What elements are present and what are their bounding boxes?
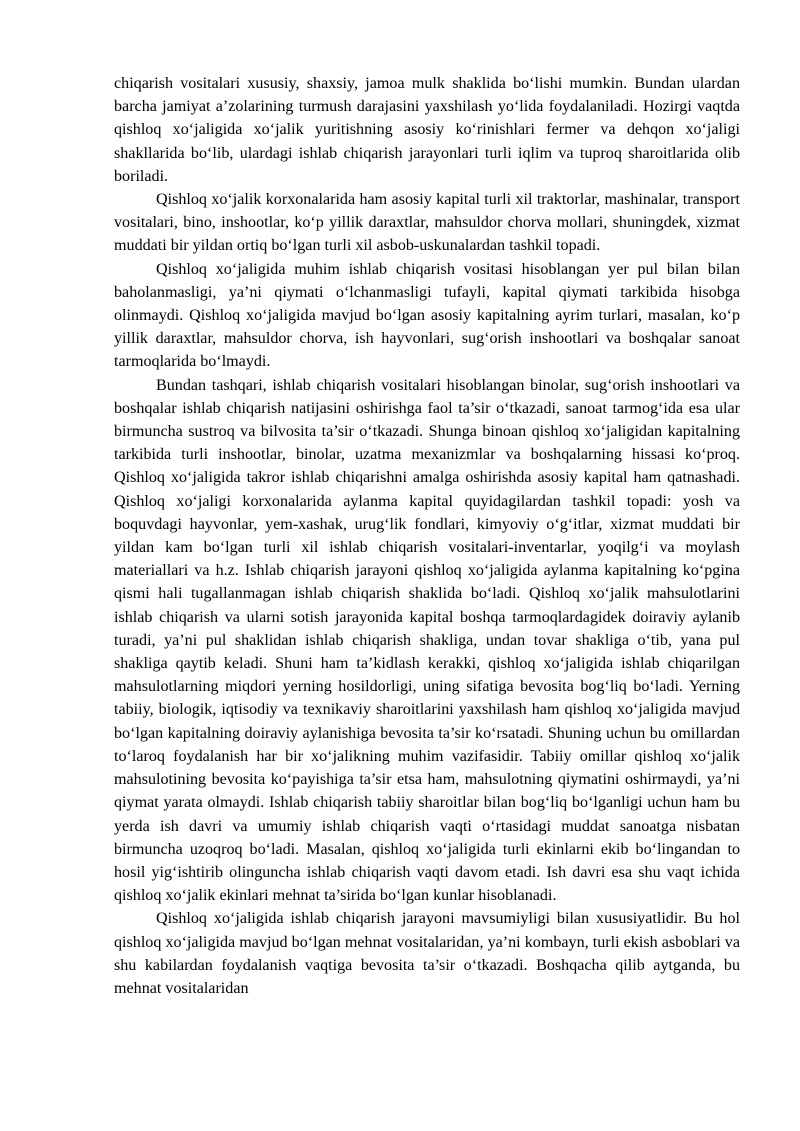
paragraph-2: Qishloq xo‘jalik korxonalarida ham asosiy kapital turli xil traktorlar, mashinalar, transport vositalari, bino, inshootlar, ko‘p yillik daraxtlar, mahsuldor chorva mollari, shuningdek, xizmat muddati bir yildan ortiq bo‘lgan turli xil asbob-uskunalardan tashkil topadi. [114, 191, 740, 255]
paragraph-4: Bundan tashqari, ishlab chiqarish vositalari hisoblangan binolar, sug‘orish inshootlari va boshqalar ishlab chiqarish natijasini oshirishga faol ta’sir o‘tkazadi, sanoat tarmog‘ida esa ular birmuncha sustroq va bilvosita ta’sir o‘tkazadi. Shunga binoan qishloq xo‘jaligidan kapitalning tarkibida turli inshootlar, binolar, uzatma mexanizmlar va boshqalarning hissasi ko‘proq. Qishloq xo‘jaligida takror ishlab chiqarishni amalga oshirishda asosiy kapital ham qatnashadi. Qishloq xo‘jaligi korxonalarida aylanma kapital quyidagilardan tashkil topadi: yosh va boquvdagi hayvonlar, yem-xashak, urug‘lik fondlari, kimyoviy o‘g‘itlar, xizmat muddati bir yildan kam bo‘lgan turli xil ishlab chiqarish vositalari-inventarlar, yoqilg‘i va moylash materiallari va h.z. Ishlab chiqarish jarayoni qishloq xo‘jaligida aylanma kapitalning ko‘pgina qismi hali tugallanmagan ishlab chiqarish shaklida bo‘ladi. Qishloq xo‘jalik mahsulotlarini ishlab chiqarish va ularni sotish jarayonida kapital boshqa tarmoqlardagidek doiraviy aylanib turadi, ya’ni pul shaklidan ishlab chiqarish shakliga, undan tovar shakliga o‘tib, yana pul shakliga qaytib keladi. Shuni ham ta’kidlash kerakki, qishloq xo‘jaligida ishlab chiqarilgan mahsulotlarning miqdori yerning hosildorligi, uning sifatiga bevosita bog‘liq bo‘ladi. Yerning tabiiy, biologik, iqtisodiy va texnikaviy sharoitlarini yaxshilash ham qishloq xo‘jaligida mavjud bo‘lgan kapitalning doiraviy aylanishiga bevosita ta’sir ko‘rsatadi. Shuning uchun bu omillardan to‘laroq foydalanish har bir xo‘jalikning muhim vazifasidir. Tabiiy omillar qishloq xo‘jalik mahsulotining bevosita ko‘payishiga ta’sir etsa ham, mahsulotning qiymatini oshirmaydi, ya’ni qiymat yarata olmaydi. Ishlab chiqarish tabiiy sharoitlar bilan bog‘liq bo‘lganligi uchun ham bu yerda ish davri va umumiy ishlab chiqarish vaqti o‘rtasidagi muddat sanoatga nisbatan birmuncha uzoqroq bo‘ladi. Masalan, qishloq xo‘jaligida turli ekinlarni ekib bo‘lingandan to hosil yig‘ishtirib olinguncha ishlab chiqarish vaqti davom etadi. Ish davri esa shu vaqt ichida qishloq xo‘jalik ekinlari mehnat ta’sirida bo‘lgan kunlar hisoblanadi. [114, 376, 740, 905]
paragraph-3: Qishloq xo‘jaligida muhim ishlab chiqarish vositasi hisoblangan yer pul bilan bilan baholanmasligi, ya’ni qiymati o‘lchanmasligi tufayli, kapital qiymati tarkibida hisobga olinmaydi. Qishloq xo‘jaligida mavjud bo‘lgan asosiy kapitalning ayrim turlari, masalan, ko‘p yillik daraxtlar, mahsuldor chorva, ish hayvonlari, sug‘orish inshootlari va boshqalar sanoat tarmoqlarida bo‘lmaydi. [114, 260, 740, 371]
paragraph-1: chiqarish vositalari xususiy, shaxsiy, jamoa mulk shaklida bo‘lishi mumkin. Bundan ulardan barcha jamiyat a’zolarining turmush darajasini yaxshilash yo‘lida foydalaniladi. Hozirgi vaqtda qishloq xo‘jaligida xo‘jalik yuritishning asosiy ko‘rinishlari fermer va dehqon xo‘jaligi shakllarida bo‘lib, ulardagi ishlab chiqarish jarayonlari turli iqlim va tuproq sharoitlarida olib boriladi. [114, 75, 740, 185]
document-page [114, 72, 740, 1000]
paragraph-5: Qishloq xo‘jaligida ishlab chiqarish jarayoni mavsumiyligi bilan xususiyatlidir. Bu hol qishloq xo‘jaligida mavjud bo‘lgan mehnat vositalaridan, ya’ni kombayn, turli ekish asboblari va shu kabilardan foydalanish vaqtiga bevosita ta’sir o‘tkazadi. Boshqacha qilib aytganda, bu mehnat vositalaridan [114, 910, 740, 997]
